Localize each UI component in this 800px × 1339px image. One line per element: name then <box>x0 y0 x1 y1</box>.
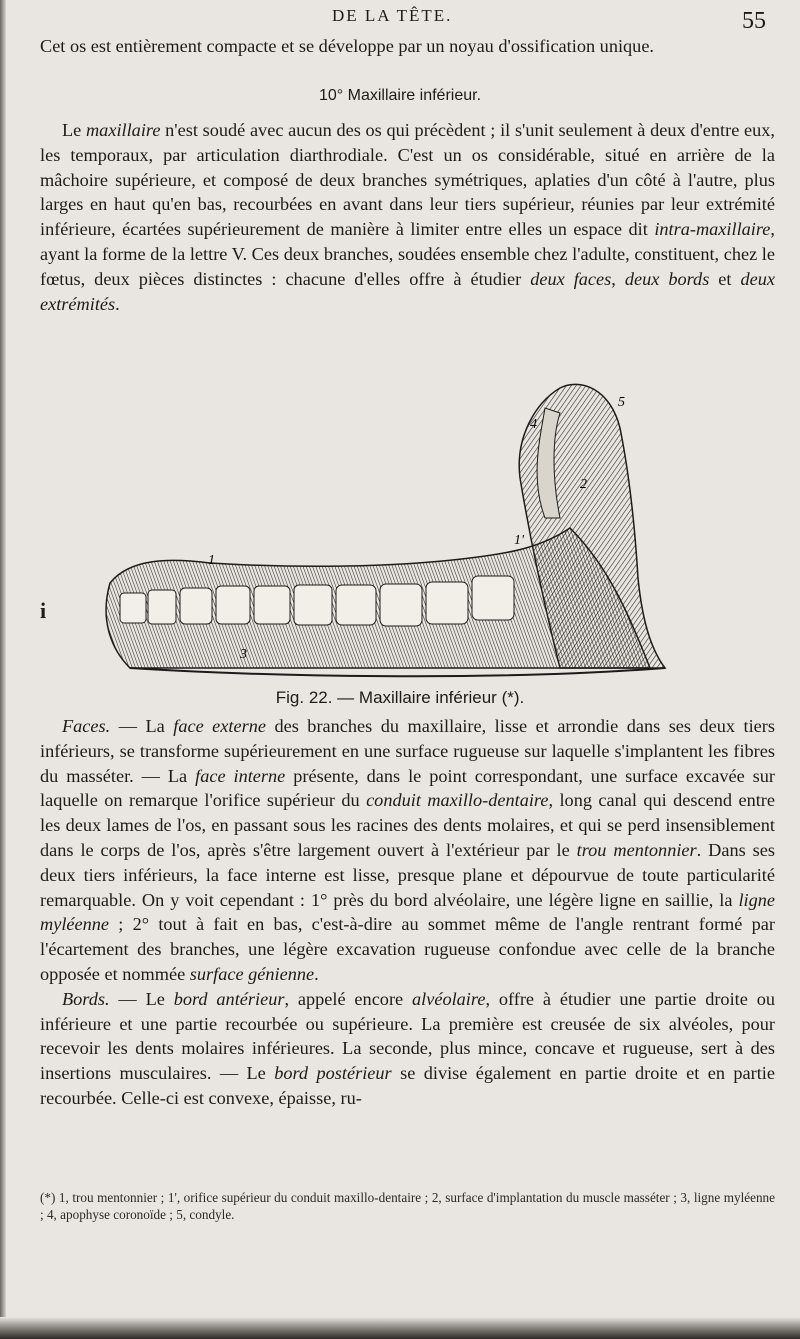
paragraph-faces <box>40 714 775 987</box>
text-run: , appelé encore <box>284 988 412 1009</box>
text-run: , <box>611 268 625 289</box>
text-run: , long canal qui descend entre les deux lames de l'os, en passant sous les racines des dents molaires, et qui se perd insensiblement dans le corps de l'os, après s'être largement ouvert à l'extérieur par le <box>40 790 775 860</box>
term-alveolaire: alvéolaire <box>412 988 486 1009</box>
term-surface-genienne: surface génienne <box>189 963 315 984</box>
term-ligne-myleenne: ligne myléenne <box>40 889 775 935</box>
term-bord-anterieur: bord antérieur <box>173 988 285 1009</box>
mandible-engraving <box>90 368 730 683</box>
label-3: 3 <box>240 647 247 662</box>
footnote: (*) 1, trou mentonnier ; 1', orifice supérieur du conduit maxillo-dentaire ; 2, surface d'implantation du muscle masséter ; 3, ligne myléenne ; 4, apophyse coronoïde ; 5, condyle. <box>40 1190 775 1222</box>
text-run: et <box>709 268 741 289</box>
term-deux-bords: deux bords <box>624 268 710 289</box>
paragraph-maxillaire <box>40 118 775 316</box>
text-run: , offre à étudier une partie droite ou inférieure et une partie recourbée ou supérieure. La première est creusée de six alvéoles, pour recevoir les dents molaires inférieures. La seconde, plus mince, concave et rugueuse, sert à des insertions musculaires. — Le <box>40 988 775 1084</box>
page-left-shadow <box>0 0 6 1339</box>
figure-caption: Fig. 22. — Maxillaire inférieur (*). <box>275 688 525 707</box>
page-bottom-shadow <box>0 1317 800 1339</box>
paragraph-maxillaire-text <box>40 118 775 316</box>
heading-bords: Bords. <box>62 988 110 1009</box>
term-trou-mentonnier: trou mentonnier <box>576 839 697 860</box>
term-face-interne: face interne <box>195 765 286 786</box>
paragraph-faces-bords <box>40 714 775 1111</box>
label-5: 5 <box>618 395 625 410</box>
margin-mark: i <box>40 598 47 623</box>
text-run: , ayant la forme de la lettre V. Ces deux branches, soudées ensemble chez l'adulte, constituent, chez le fœtus, deux pièces distinctes : chacune d'elles offre à étudier <box>40 219 775 289</box>
lower-border <box>130 668 665 676</box>
text-run: des branches du maxillaire, lisse et arrondie dans ses deux tiers inférieurs, se transforme supérieurement en une surface rugueuse sur laquelle s'implantent les fibres du masséter. — La <box>40 716 776 786</box>
page-number: 55 <box>742 8 766 34</box>
intro-paragraph <box>40 34 775 59</box>
term-intra-maxillaire: intra-maxillaire <box>654 219 771 240</box>
text-run: présente, dans le point correspondant, une surface excavée sur laquelle on remarque l'orifice supérieur du <box>40 765 775 811</box>
label-2: 2 <box>580 477 587 492</box>
term-maxillaire: maxillaire <box>85 120 161 140</box>
heading-faces: Faces. <box>62 716 111 736</box>
mandible-illustration <box>90 368 730 683</box>
text-run: . Dans ses deux tiers inférieurs, la face interne est lisse, presque plane et dépourvue de toute particularité remarquable. On y voit cependant : 1° près du bord alvéolaire, une légère ligne en saillie, la <box>40 839 775 910</box>
term-deux-faces: deux faces <box>530 268 612 289</box>
label-1: 1 <box>208 553 215 568</box>
term-bord-posterieur: bord postérieur <box>274 1063 392 1084</box>
text-run: — La <box>110 716 174 736</box>
running-head <box>0 6 800 34</box>
term-face-externe: face externe <box>173 716 266 736</box>
section-heading: 10° Maxillaire inférieur. <box>318 87 482 104</box>
term-deux-extremites: deux extrémités <box>40 268 775 314</box>
text-run: se divise également en partie droite et en partie recourbée. Celle-ci est convexe, épaisse, ru- <box>40 1063 775 1108</box>
label-4: 4 <box>530 417 537 432</box>
label-1-prime: 1' <box>514 533 524 548</box>
intro-text: Cet os est entièrement compacte et se développe par un noyau d'ossification unique. <box>40 36 655 56</box>
text-run: Le <box>62 120 86 140</box>
text-run: n'est soudé avec aucun des os qui précèdent ; il s'unit seulement à deux d'entre eux, les temporaux, par articulation diarthrodiale. C'est un os considérable, situé en arrière de la mâchoire supérieure, et composé de deux branches symétriques, aplaties d'un côté à l'autre, plus larges en haut qu'en bas, recourbées en avant dans leur tiers supérieur, réunies par leur extrémité inférieure, écartées supérieurement de manière à limiter entre elles un espace dit <box>40 120 775 240</box>
text-run: . <box>115 293 120 314</box>
running-title: DE LA TÊTE. <box>332 6 453 25</box>
text-run: . <box>314 963 319 984</box>
text-run: ; 2° tout à fait en bas, c'est-à-dire au sommet même de l'angle rentrant formé par l'écartement des branches, une légère excavation rugueuse confondue avec celle de la branche opposée et nommée <box>40 914 775 984</box>
term-conduit-maxillo-dentaire: conduit maxillo-dentaire <box>366 790 549 811</box>
text-run: — Le <box>109 988 174 1009</box>
paragraph-bords <box>40 987 775 1111</box>
